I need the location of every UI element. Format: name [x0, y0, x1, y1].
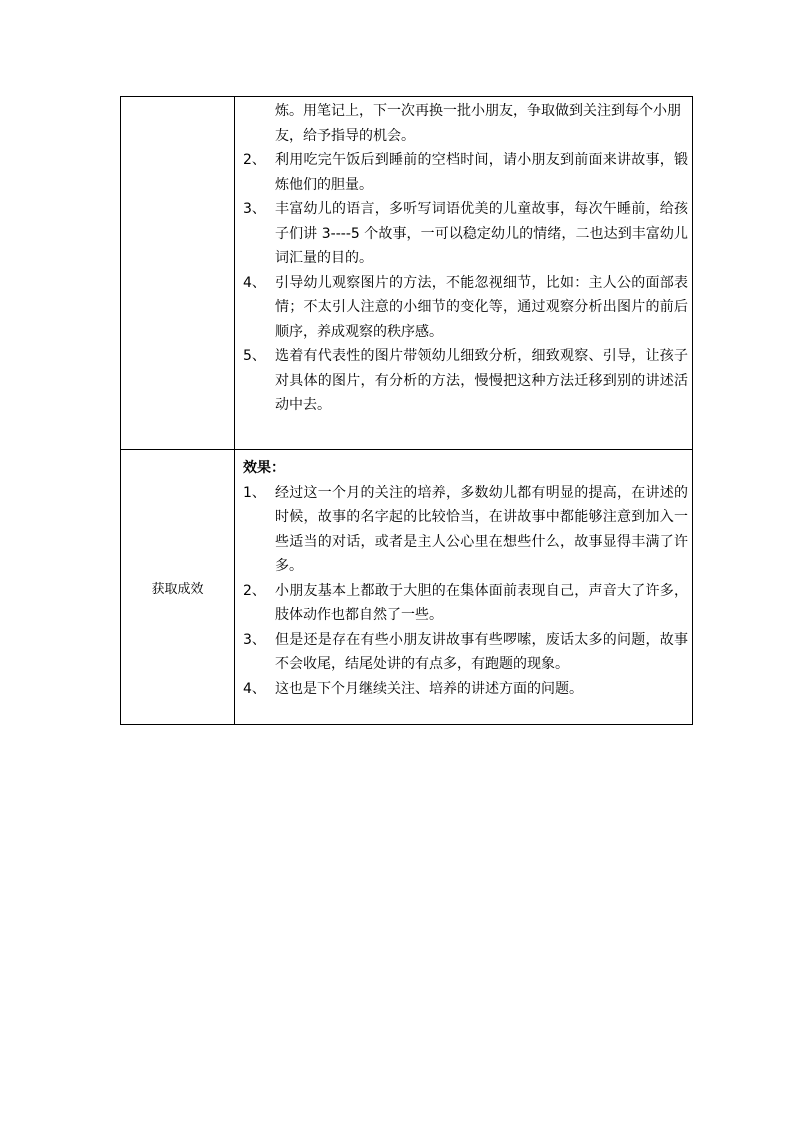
section-heading: 效果： [243, 460, 285, 476]
item-text: 利用吃完午饭后到睡前的空档时间，请小朋友到前面来讲故事，锻炼他们的胆量。 [275, 152, 688, 193]
list-item [243, 344, 688, 418]
item-text: 经过这一个月的关注的培养，多数幼儿都有明显的提高，在讲述的时候，故事的名字起的比较恰当，在讲故事中都能够注意到加入一些适当的对话，或者是主人公心里在想些什么，故事显得丰满了许多。 [275, 484, 688, 574]
list-item [243, 271, 688, 345]
item-text: 这也是下个月继续关注、培养的讲述方面的问题。 [275, 680, 583, 697]
list-item [243, 197, 688, 271]
item-number: 1、 [243, 484, 266, 501]
report-table [120, 96, 693, 725]
row-content [235, 97, 693, 450]
item-number: 5、 [243, 348, 266, 364]
continuation-text: 炼。用笔记上，下一次再换一批小朋友，争取做到关注到每个小朋友，给予指导的机会。 [275, 103, 681, 144]
item-text: 引导幼儿观察图片的方法，不能忽视细节，比如：主人公的面部表情；不太引人注意的小细节的变化等，通过观察分析出图片的前后顺序，养成观察的秩序感。 [275, 274, 688, 340]
item-text: 小朋友基本上都敢于大胆的在集体面前表现自己，声音大了许多，肢体动作也都自然了一些。 [275, 582, 688, 623]
item-number: 3、 [243, 201, 266, 217]
table-row [121, 97, 693, 450]
list-item [243, 481, 688, 579]
item-number: 3、 [243, 631, 266, 648]
list-item [243, 148, 688, 197]
list-item [243, 677, 688, 702]
row-content [235, 450, 693, 725]
item-text: 丰富幼儿的语言，多听写词语优美的儿童故事，每次午睡前，给孩子们讲 3----5 个故事，一可以稳定幼儿的情绪，二也达到丰富幼儿词汇量的目的。 [275, 201, 688, 266]
list-item [243, 628, 688, 677]
item-text: 选着有代表性的图片带领幼儿细致分析，细致观察、引导，让孩子对具体的图片，有分析的方法，慢慢把这种方法迁移到别的讲述活动中去。 [275, 348, 688, 413]
item-number: 4、 [243, 274, 266, 291]
item-number: 2、 [243, 582, 266, 599]
item-number: 2、 [243, 152, 266, 168]
row-label [121, 97, 235, 450]
row-label: 获取成效 [121, 450, 235, 725]
list-item [243, 579, 688, 628]
table-row [121, 450, 693, 725]
item-text: 但是还是存在有些小朋友讲故事有些啰嗦，废话太多的问题，故事不会收尾，结尾处讲的有点多，有跑题的现象。 [275, 631, 688, 672]
item-number: 4、 [243, 680, 266, 697]
